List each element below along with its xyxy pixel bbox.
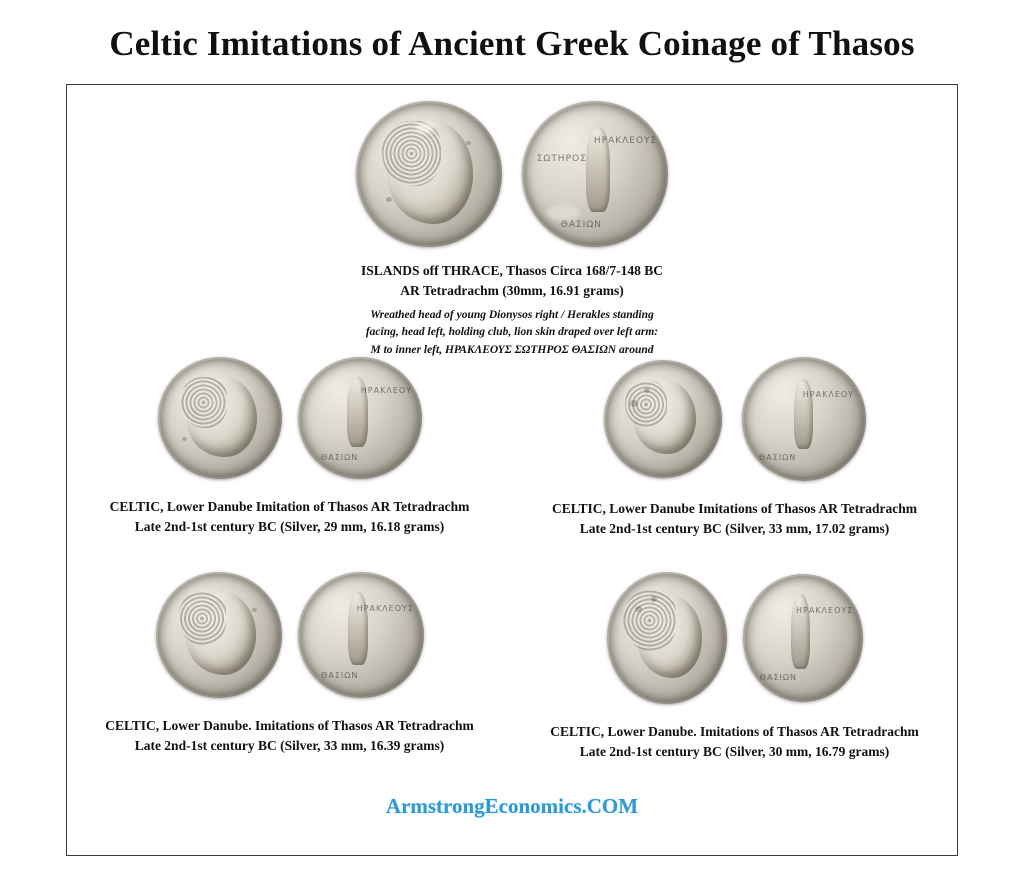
caption-celtic-1 bbox=[67, 497, 512, 536]
coin-reverse-celtic-4 bbox=[743, 574, 863, 702]
reverse-legend-celtic-3: ΗΡΑΚΛΕΟΥΣ ΘΑΣΙΩΝ bbox=[321, 603, 414, 681]
reverse-legend-celtic-2: ΗΡΑΚΛΕΟΥ ΘΑΣΙΩΝ bbox=[758, 390, 855, 462]
reverse-legend-celtic-1: ΗΡΑΚΛΕΟΥ ΘΑΣΙΩΝ bbox=[320, 386, 413, 462]
caption-line-2: AR Tetradrachm (30mm, 16.91 grams) bbox=[400, 282, 624, 298]
description-line-3: M to inner left, ΗΡΑΚΛΕΟΥΣ ΣΩΤΗΡΟΣ ΘΑΣΙΩΝ around bbox=[370, 343, 654, 356]
site-watermark[interactable]: ArmstrongEconomics.COM bbox=[385, 794, 639, 818]
coin-obverse-celtic-1 bbox=[158, 357, 282, 479]
caption-celtic-3 bbox=[67, 716, 512, 755]
caption-line-1: CELTIC, Lower Danube. Imitations of Thasos AR Tetradrachm bbox=[550, 724, 919, 739]
caption-celtic-2 bbox=[512, 499, 957, 538]
caption-original bbox=[67, 261, 957, 300]
coin-obverse-celtic-3 bbox=[156, 572, 282, 698]
caption-celtic-4 bbox=[512, 722, 957, 761]
coin-pair-celtic-4 bbox=[512, 572, 957, 704]
coin-obverse-celtic-2 bbox=[604, 360, 722, 478]
coin-reverse-celtic-1 bbox=[298, 357, 422, 479]
reverse-legend-celtic-4: ΗΡΑΚΛΕΟΥΣ ΘΑΣΙΩΝ bbox=[759, 605, 854, 683]
specimen-celtic-2 bbox=[512, 357, 957, 538]
description-line-2: facing, head left, holding club, lion skin draped over left arm: bbox=[365, 326, 659, 339]
description-original bbox=[67, 307, 957, 359]
specimen-celtic-3 bbox=[67, 572, 512, 755]
coin-pair-celtic-3 bbox=[67, 572, 512, 698]
coin-pair-celtic-1 bbox=[67, 357, 512, 479]
caption-line-2: Late 2nd-1st century BC (Silver, 30 mm, 16.79 grams) bbox=[579, 743, 890, 759]
specimen-celtic-4 bbox=[512, 572, 957, 761]
reverse-legend-original: ΗΡΑΚΛΕΟΥΣ ΣΩΤΗΡΟΣ ΘΑΣΙΩΝ bbox=[536, 135, 658, 231]
coin-obverse-original bbox=[356, 101, 502, 247]
caption-line-1: CELTIC, Lower Danube Imitations of Thasos AR Tetradrachm bbox=[551, 501, 918, 516]
coin-reverse-original bbox=[522, 101, 668, 247]
caption-line-1: CELTIC, Lower Danube. Imitations of Thasos AR Tetradrachm bbox=[105, 718, 474, 733]
specimen-celtic-1 bbox=[67, 357, 512, 536]
plate-frame bbox=[66, 84, 958, 856]
specimen-thasos-original bbox=[67, 101, 957, 359]
coin-reverse-celtic-2 bbox=[742, 357, 866, 481]
coin-pair-original bbox=[67, 101, 957, 247]
description-line-1: Wreathed head of young Dionysos right / Herakles standing bbox=[370, 309, 654, 322]
coin-pair-celtic-2 bbox=[512, 357, 957, 481]
coin-reverse-celtic-3 bbox=[298, 572, 424, 698]
caption-line-1: ISLANDS off THRACE, Thasos Circa 168/7-148 BC bbox=[361, 263, 663, 278]
caption-line-2: Late 2nd-1st century BC (Silver, 29 mm, 16.18 grams) bbox=[134, 518, 445, 534]
caption-line-2: Late 2nd-1st century BC (Silver, 33 mm, 17.02 grams) bbox=[579, 520, 890, 536]
caption-line-2: Late 2nd-1st century BC (Silver, 33 mm, 16.39 grams) bbox=[134, 737, 445, 753]
page-title: Celtic Imitations of Ancient Greek Coinage of Thasos bbox=[109, 24, 915, 63]
coin-obverse-celtic-4 bbox=[607, 572, 727, 704]
caption-line-1: CELTIC, Lower Danube Imitation of Thasos AR Tetradrachm bbox=[109, 499, 470, 514]
